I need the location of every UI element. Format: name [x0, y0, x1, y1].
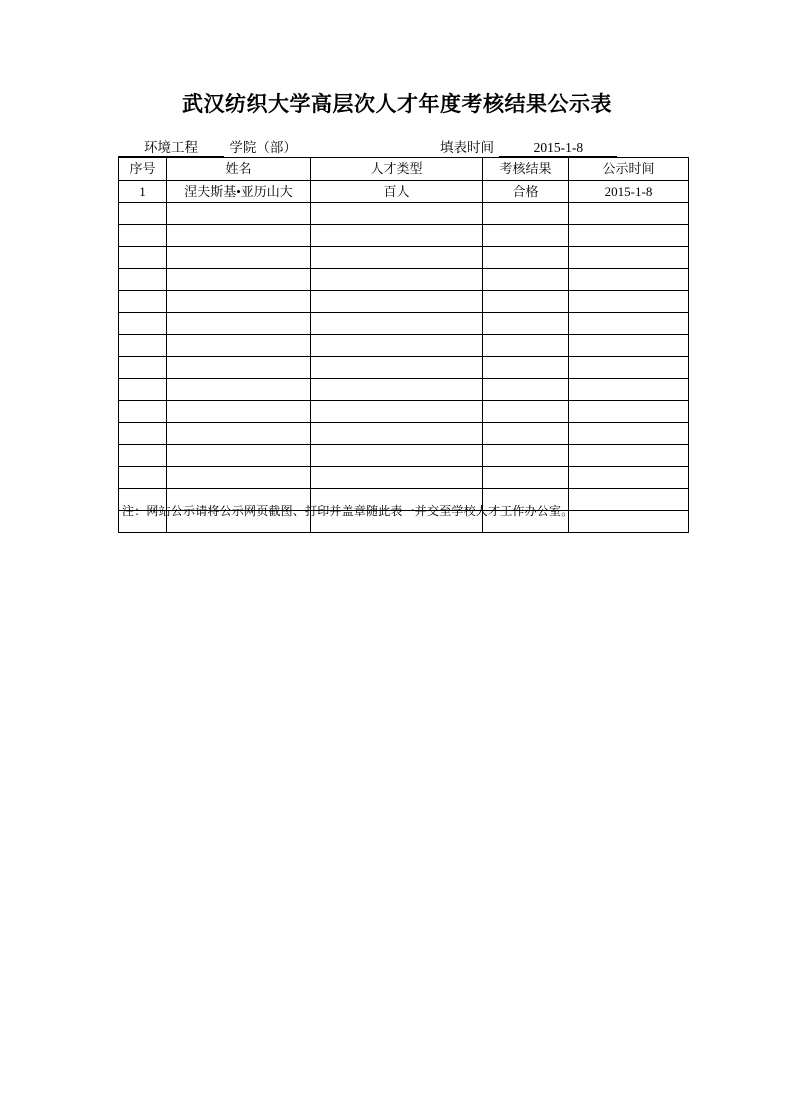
table-row: [119, 423, 689, 445]
column-header-talent-type: 人才类型: [311, 158, 483, 181]
cell-talent-type[interactable]: [311, 357, 483, 379]
cell-publicity-date[interactable]: [569, 511, 689, 533]
cell-index[interactable]: [119, 247, 167, 269]
cell-name[interactable]: [167, 313, 311, 335]
table-row: [119, 357, 689, 379]
cell-publicity-date[interactable]: [569, 445, 689, 467]
cell-publicity-date[interactable]: [569, 423, 689, 445]
cell-talent-type[interactable]: 百人: [311, 181, 483, 203]
cell-index[interactable]: [119, 269, 167, 291]
table-row: [119, 225, 689, 247]
cell-name[interactable]: [167, 203, 311, 225]
cell-name[interactable]: [167, 467, 311, 489]
cell-name[interactable]: [167, 379, 311, 401]
cell-publicity-date[interactable]: [569, 401, 689, 423]
cell-index[interactable]: [119, 203, 167, 225]
cell-talent-type[interactable]: [311, 225, 483, 247]
column-header-result: 考核结果: [483, 158, 569, 181]
table-row: [119, 379, 689, 401]
cell-index[interactable]: [119, 423, 167, 445]
fill-date-label: 填表时间: [440, 140, 494, 155]
cell-index[interactable]: [119, 445, 167, 467]
table-row: [119, 335, 689, 357]
college-input[interactable]: 环境工程: [118, 136, 224, 157]
cell-name[interactable]: [167, 357, 311, 379]
cell-index[interactable]: [119, 467, 167, 489]
cell-talent-type[interactable]: [311, 423, 483, 445]
cell-result[interactable]: [483, 401, 569, 423]
cell-index[interactable]: [119, 291, 167, 313]
cell-name[interactable]: 涅夫斯基•亚历山大: [167, 181, 311, 203]
cell-name[interactable]: [167, 225, 311, 247]
cell-result[interactable]: [483, 335, 569, 357]
page-title: 武汉纺织大学高层次人才年度考核结果公示表: [182, 92, 612, 116]
cell-result[interactable]: [483, 379, 569, 401]
cell-publicity-date[interactable]: [569, 335, 689, 357]
cell-talent-type[interactable]: [311, 291, 483, 313]
cell-result[interactable]: [483, 269, 569, 291]
cell-index[interactable]: [119, 313, 167, 335]
cell-publicity-date[interactable]: [569, 247, 689, 269]
table-row: [119, 247, 689, 269]
cell-publicity-date[interactable]: [569, 269, 689, 291]
table-row: [119, 269, 689, 291]
cell-publicity-date[interactable]: [569, 203, 689, 225]
cell-publicity-date[interactable]: 2015-1-8: [569, 181, 689, 203]
college-label: 学院（部）: [229, 140, 297, 155]
cell-talent-type[interactable]: [311, 203, 483, 225]
cell-talent-type[interactable]: [311, 401, 483, 423]
cell-publicity-date[interactable]: [569, 225, 689, 247]
cell-talent-type[interactable]: [311, 445, 483, 467]
cell-name[interactable]: [167, 335, 311, 357]
cell-name[interactable]: [167, 401, 311, 423]
cell-name[interactable]: [167, 247, 311, 269]
cell-talent-type[interactable]: [311, 467, 483, 489]
results-table: [118, 157, 689, 533]
cell-index[interactable]: [119, 225, 167, 247]
footer-note: 注：网站公示请将公示网页截图、打印并盖章随此表一并交至学校人才工作办公室。: [122, 504, 574, 518]
table-row: [119, 401, 689, 423]
fill-date-input[interactable]: 2015-1-8: [499, 140, 617, 157]
cell-index[interactable]: [119, 401, 167, 423]
cell-result[interactable]: [483, 225, 569, 247]
table-row: [119, 203, 689, 225]
cell-talent-type[interactable]: [311, 269, 483, 291]
cell-name[interactable]: [167, 291, 311, 313]
fill-date-field: [438, 136, 688, 157]
cell-publicity-date[interactable]: [569, 379, 689, 401]
form-meta-row: [118, 136, 688, 156]
cell-result[interactable]: [483, 423, 569, 445]
cell-index[interactable]: 1: [119, 181, 167, 203]
cell-result[interactable]: [483, 313, 569, 335]
cell-result[interactable]: [483, 247, 569, 269]
cell-index[interactable]: [119, 379, 167, 401]
cell-publicity-date[interactable]: [569, 489, 689, 511]
cell-publicity-date[interactable]: [569, 357, 689, 379]
table-row: [119, 445, 689, 467]
cell-talent-type[interactable]: [311, 379, 483, 401]
cell-name[interactable]: [167, 445, 311, 467]
cell-index[interactable]: [119, 335, 167, 357]
table-header-row: [119, 158, 689, 181]
table-row: [119, 181, 689, 203]
cell-publicity-date[interactable]: [569, 291, 689, 313]
column-header-name: 姓名: [167, 158, 311, 181]
cell-talent-type[interactable]: [311, 247, 483, 269]
table-row: [119, 291, 689, 313]
cell-result[interactable]: [483, 357, 569, 379]
cell-publicity-date[interactable]: [569, 313, 689, 335]
table-row: [119, 467, 689, 489]
cell-name[interactable]: [167, 423, 311, 445]
cell-result[interactable]: [483, 291, 569, 313]
cell-name[interactable]: [167, 269, 311, 291]
college-field: [118, 136, 378, 157]
cell-result[interactable]: [483, 445, 569, 467]
column-header-publicity-date: 公示时间: [569, 158, 689, 181]
cell-result[interactable]: [483, 203, 569, 225]
cell-publicity-date[interactable]: [569, 467, 689, 489]
table-row: [119, 313, 689, 335]
cell-talent-type[interactable]: [311, 335, 483, 357]
cell-result[interactable]: [483, 467, 569, 489]
column-header-index: 序号: [119, 158, 167, 181]
cell-result[interactable]: 合格: [483, 181, 569, 203]
cell-index[interactable]: [119, 357, 167, 379]
cell-talent-type[interactable]: [311, 313, 483, 335]
